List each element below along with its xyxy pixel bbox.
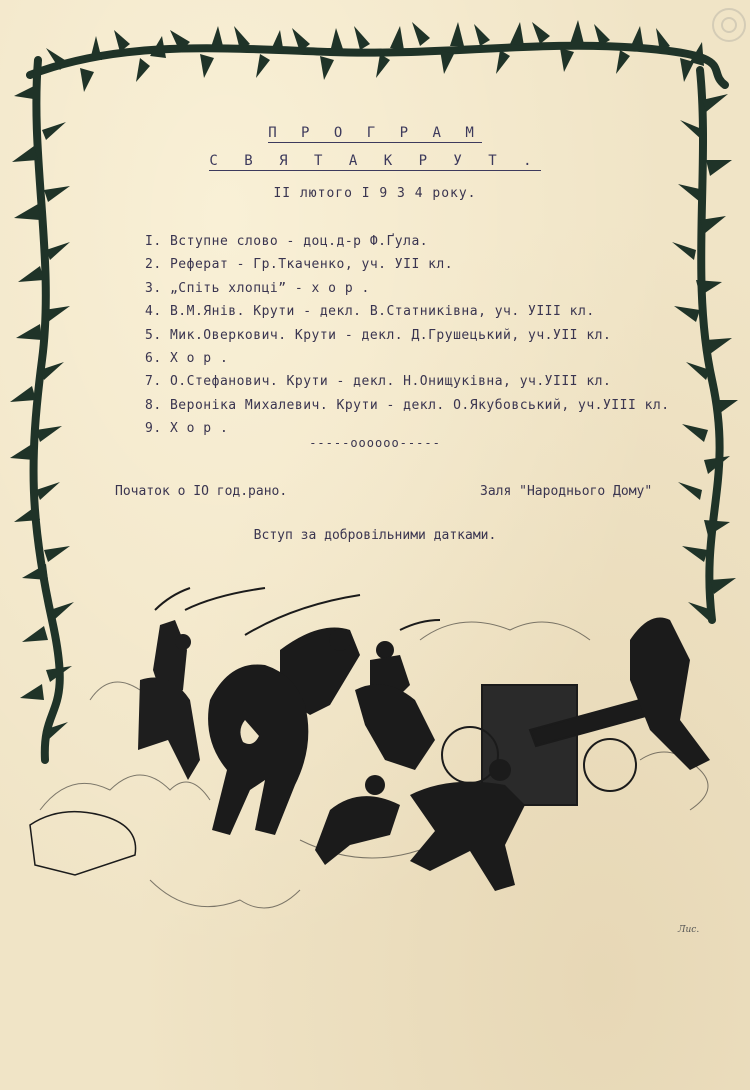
fallen-soldiers [30, 618, 710, 892]
archive-stamp-icon [712, 8, 746, 42]
program-title: П Р О Г Р А М [268, 125, 482, 141]
program-date: II лютого I 9 3 4 року. [273, 186, 477, 201]
artist-signature: Лис. [678, 925, 700, 935]
program-item: 8. Вероніка Михалевич. Крути - декл. О.Якубовський, уч.УІІІ кл. [145, 397, 670, 413]
venue-label: Заля "Народнього Дому" [480, 484, 653, 499]
program-item: 7. О.Стефанович. Крути - декл. Н.Онищуківна, уч.УІІІ кл. [145, 374, 612, 390]
second-rider [355, 641, 435, 770]
left-rider [138, 620, 200, 780]
program-subtitle: С В Я Т А К Р У Т . [209, 153, 541, 169]
program-item: 6. Х о р . [145, 350, 229, 366]
sabres [155, 588, 440, 635]
admission-note: Вступ за добровільними датками. [253, 528, 497, 543]
program-item: 2. Реферат - Гр.Ткаченко, уч. УІІ кл. [145, 257, 454, 273]
central-horse-rider [208, 628, 360, 836]
program-item: I. Вступне слово - доц.д-р Ф.Ґула. [145, 234, 429, 249]
program-item: 9. Х о р . [145, 421, 229, 437]
separator-line: -----оооооо----- [309, 436, 441, 450]
program-item: 5. Мик.Оверкович. Крути - декл. Д.Грушецький, уч.УІІ кл. [145, 327, 612, 343]
program-item: 3. „Спіть хлопці” - х о р . [145, 280, 370, 296]
start-time: Початок о IO год.рано. [115, 484, 288, 499]
battle-illustration [0, 580, 750, 980]
program-list [145, 230, 670, 441]
program-item: 4. В.М.Янів. Крути - декл. В.Статниківна, уч. УІІІ кл. [145, 304, 595, 320]
